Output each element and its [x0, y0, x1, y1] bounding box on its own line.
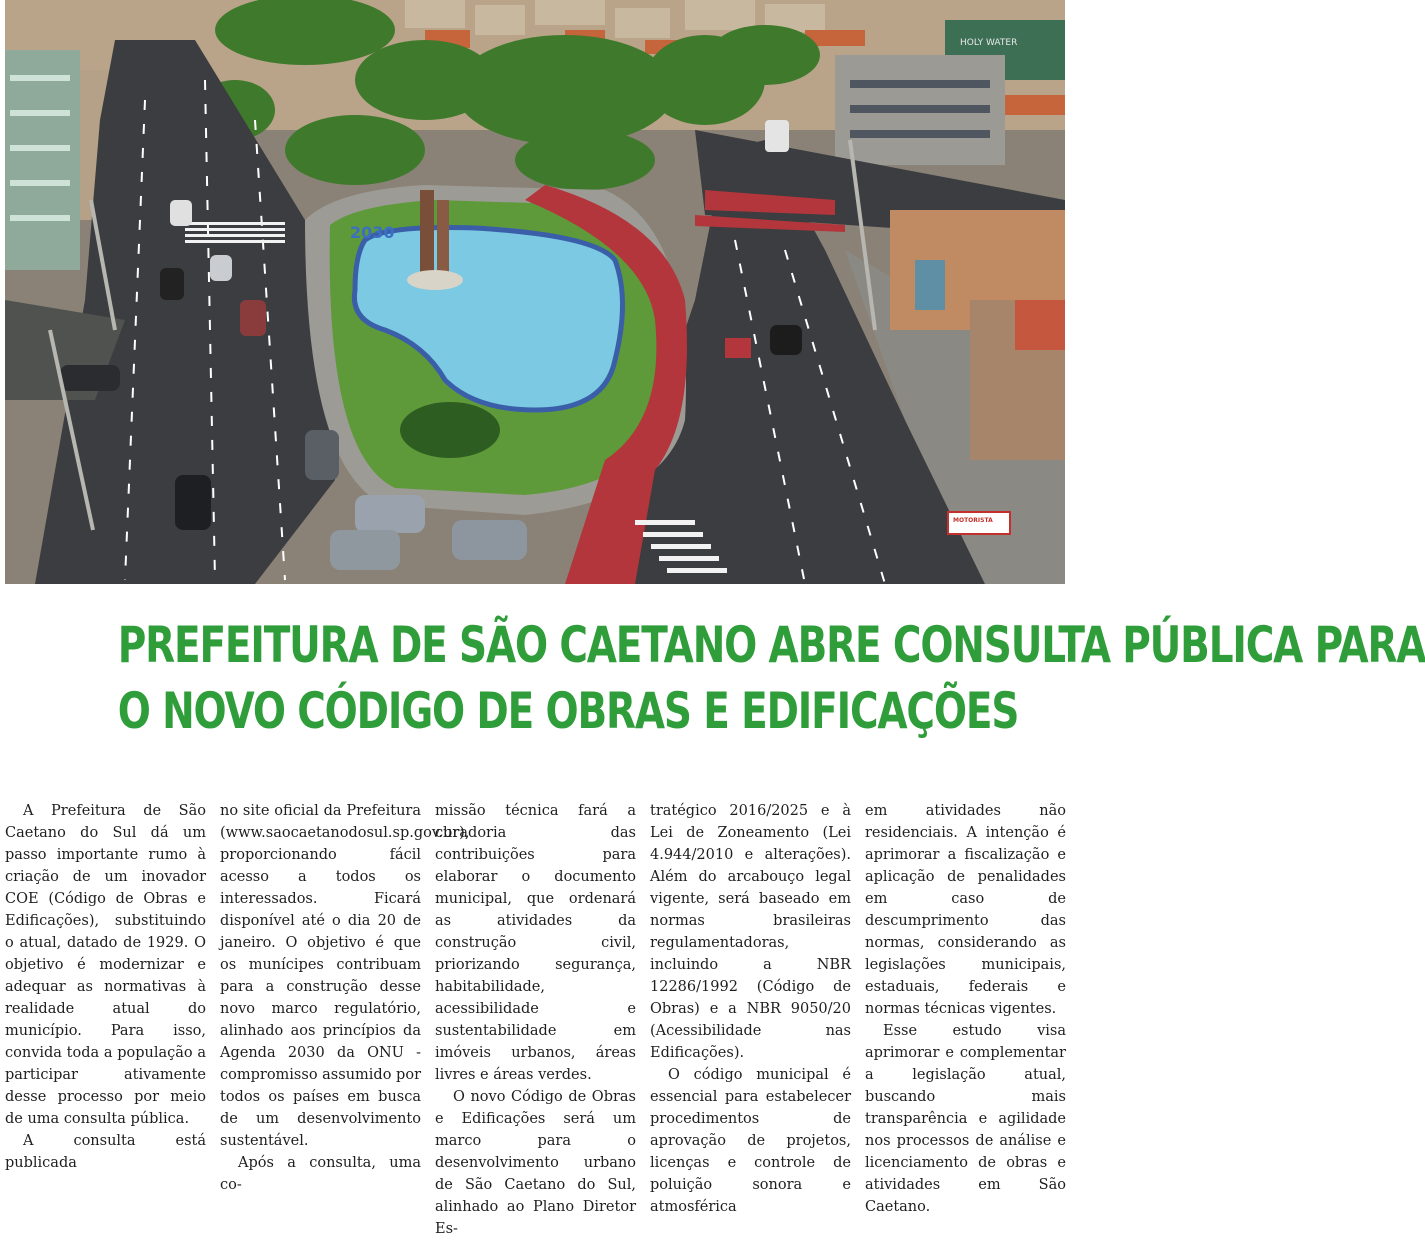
headline-line-2: O NOVO CÓDIGO DE OBRAS E EDIFICAÇÕES — [117, 682, 1019, 740]
text-column-5 — [865, 800, 1066, 1215]
article-headline — [117, 612, 1425, 744]
article-body — [5, 800, 1067, 1237]
holy-water-sign: HOLY WATER — [960, 38, 1018, 48]
text-column-1 — [5, 800, 206, 1171]
paragraph: Esse estudo visa aprimorar e complementar a legislação atual, buscando mais transparência e agilidade nos processos de análise e licenciamento de obras e atividades em São Caetano. — [865, 1023, 1066, 1215]
headline-line-1: PREFEITURA DE SÃO CAETANO ABRE CONSULTA PÚBLICA PARA — [117, 616, 1425, 674]
paragraph: O novo Código de Obras e Edificações será um marco para o desenvolvimento urbano de São Caetano do Sul, alinhado ao Plano Diretor Es- — [435, 1089, 636, 1237]
paragraph: missão técnica fará a curadoria das contribuições para elaborar o documento municipal, que ordenará as atividades da construção civil, priorizando segurança, habitabilidade, acessibilidade e sustentabilidade em imóveis urbanos, áreas livres e áreas verdes. — [435, 803, 636, 1083]
paragraph: no site oficial da Prefeitura (www.saocaetanodosul.sp.gov.br), proporcionando fácil acesso a todos os interessados. Ficará disponível até o dia 20 de janeiro. O objetivo é que os munícipes contribuam para a construção desse novo marco regulatório, alinhado aos princípios da Agenda 2030 da ONU - compromisso assumido por todos os países em busca de um desenvolvimento sustentável. — [220, 803, 470, 1149]
paragraph: tratégico 2016/2025 e à Lei de Zoneamento (Lei 4.944/2010 e alterações). Além do arcabouço legal vigente, será baseado em normas brasileiras regulamentadoras, incluindo a NBR 12286/1992 (Código de Obras) e a NBR 9050/20 (Acessibilidade nas Edificações). — [650, 803, 851, 1061]
road-sign-label: MOTORISTA — [953, 517, 993, 524]
text-column-2 — [220, 800, 470, 1193]
text-column-3 — [435, 800, 636, 1237]
paragraph: em atividades não residenciais. A intenção é aprimorar a fiscalização e aplicação de penalidades em caso de descumprimento das normas, considerando as legislações municipais, estaduais, federais e normas técnicas vigentes. — [865, 803, 1066, 1017]
fountain-year-letters: 2030 — [350, 223, 395, 242]
paragraph: Após a consulta, uma co- — [220, 1155, 421, 1193]
paragraph: A Prefeitura de São Caetano do Sul dá um passo importante rumo à criação de um inovador COE (Código de Obras e Edificações), substituindo o atual, datado de 1929. O objetivo é modernizar e adequar as normativas à realidade atual do município. Para isso, convida toda a população a participar ativamente desse processo por meio de uma consulta pública. — [5, 803, 206, 1127]
paragraph: A consulta está publicada — [5, 1133, 206, 1171]
text-column-4 — [650, 800, 851, 1215]
paragraph: O código municipal é essencial para estabelecer procedimentos de aprovação de projetos, licenças e controle de poluição sonora e atmosférica — [650, 1067, 851, 1215]
aerial-photo — [5, 0, 1065, 584]
left-building — [5, 50, 80, 270]
